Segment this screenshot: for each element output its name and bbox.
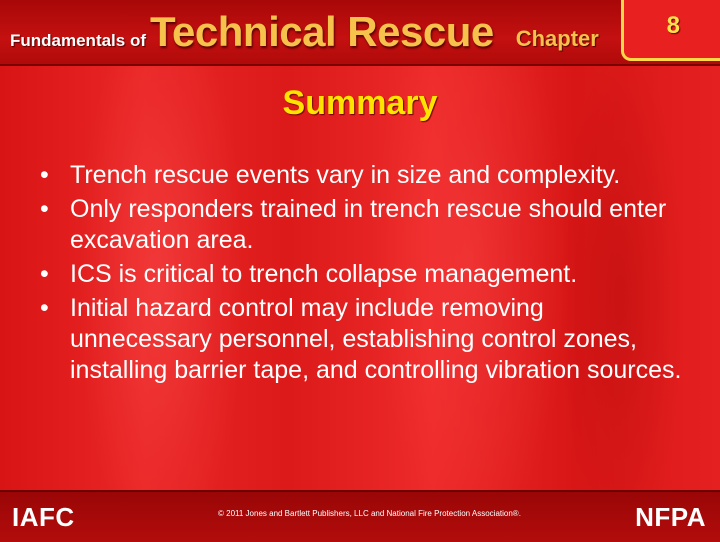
bullet-item	[38, 259, 688, 290]
header-bar	[0, 0, 720, 66]
bullet-text: ICS is critical to trench collapse management.	[70, 260, 578, 288]
bullet-item	[38, 194, 688, 256]
bullet-dot-icon: •	[40, 260, 49, 288]
chapter-number-box	[621, 0, 720, 61]
bullet-dot-icon: •	[40, 195, 49, 223]
bullet-item	[38, 293, 688, 386]
iafc-logo: IAFC	[12, 502, 75, 532]
bullet-dot-icon: •	[40, 294, 49, 322]
slide-title: Summary	[282, 84, 438, 122]
book-title	[10, 8, 599, 56]
chapter-number: 8	[666, 12, 680, 39]
bullet-text: Initial hazard control may include removing unnecessary personnel, establishing control zones, installing barrier tape, and controlling vibration sources.	[70, 294, 682, 384]
chapter-label: Chapter	[515, 26, 599, 51]
bullet-text: Only responders trained in trench rescue should enter excavation area.	[70, 195, 667, 254]
bullet-text: Trench rescue events vary in size and complexity.	[70, 161, 621, 189]
book-title-main: Technical Rescue	[150, 8, 494, 55]
copyright-text: © 2011 Jones and Bartlett Publishers, LLC and National Fire Protection Association®.	[218, 509, 521, 518]
footer-bar	[0, 490, 720, 542]
bullet-list	[38, 160, 688, 389]
bullet-item	[38, 160, 688, 191]
nfpa-logo: NFPA	[635, 502, 706, 532]
bullet-dot-icon: •	[40, 161, 49, 189]
book-title-prefix: Fundamentals of	[10, 31, 147, 50]
